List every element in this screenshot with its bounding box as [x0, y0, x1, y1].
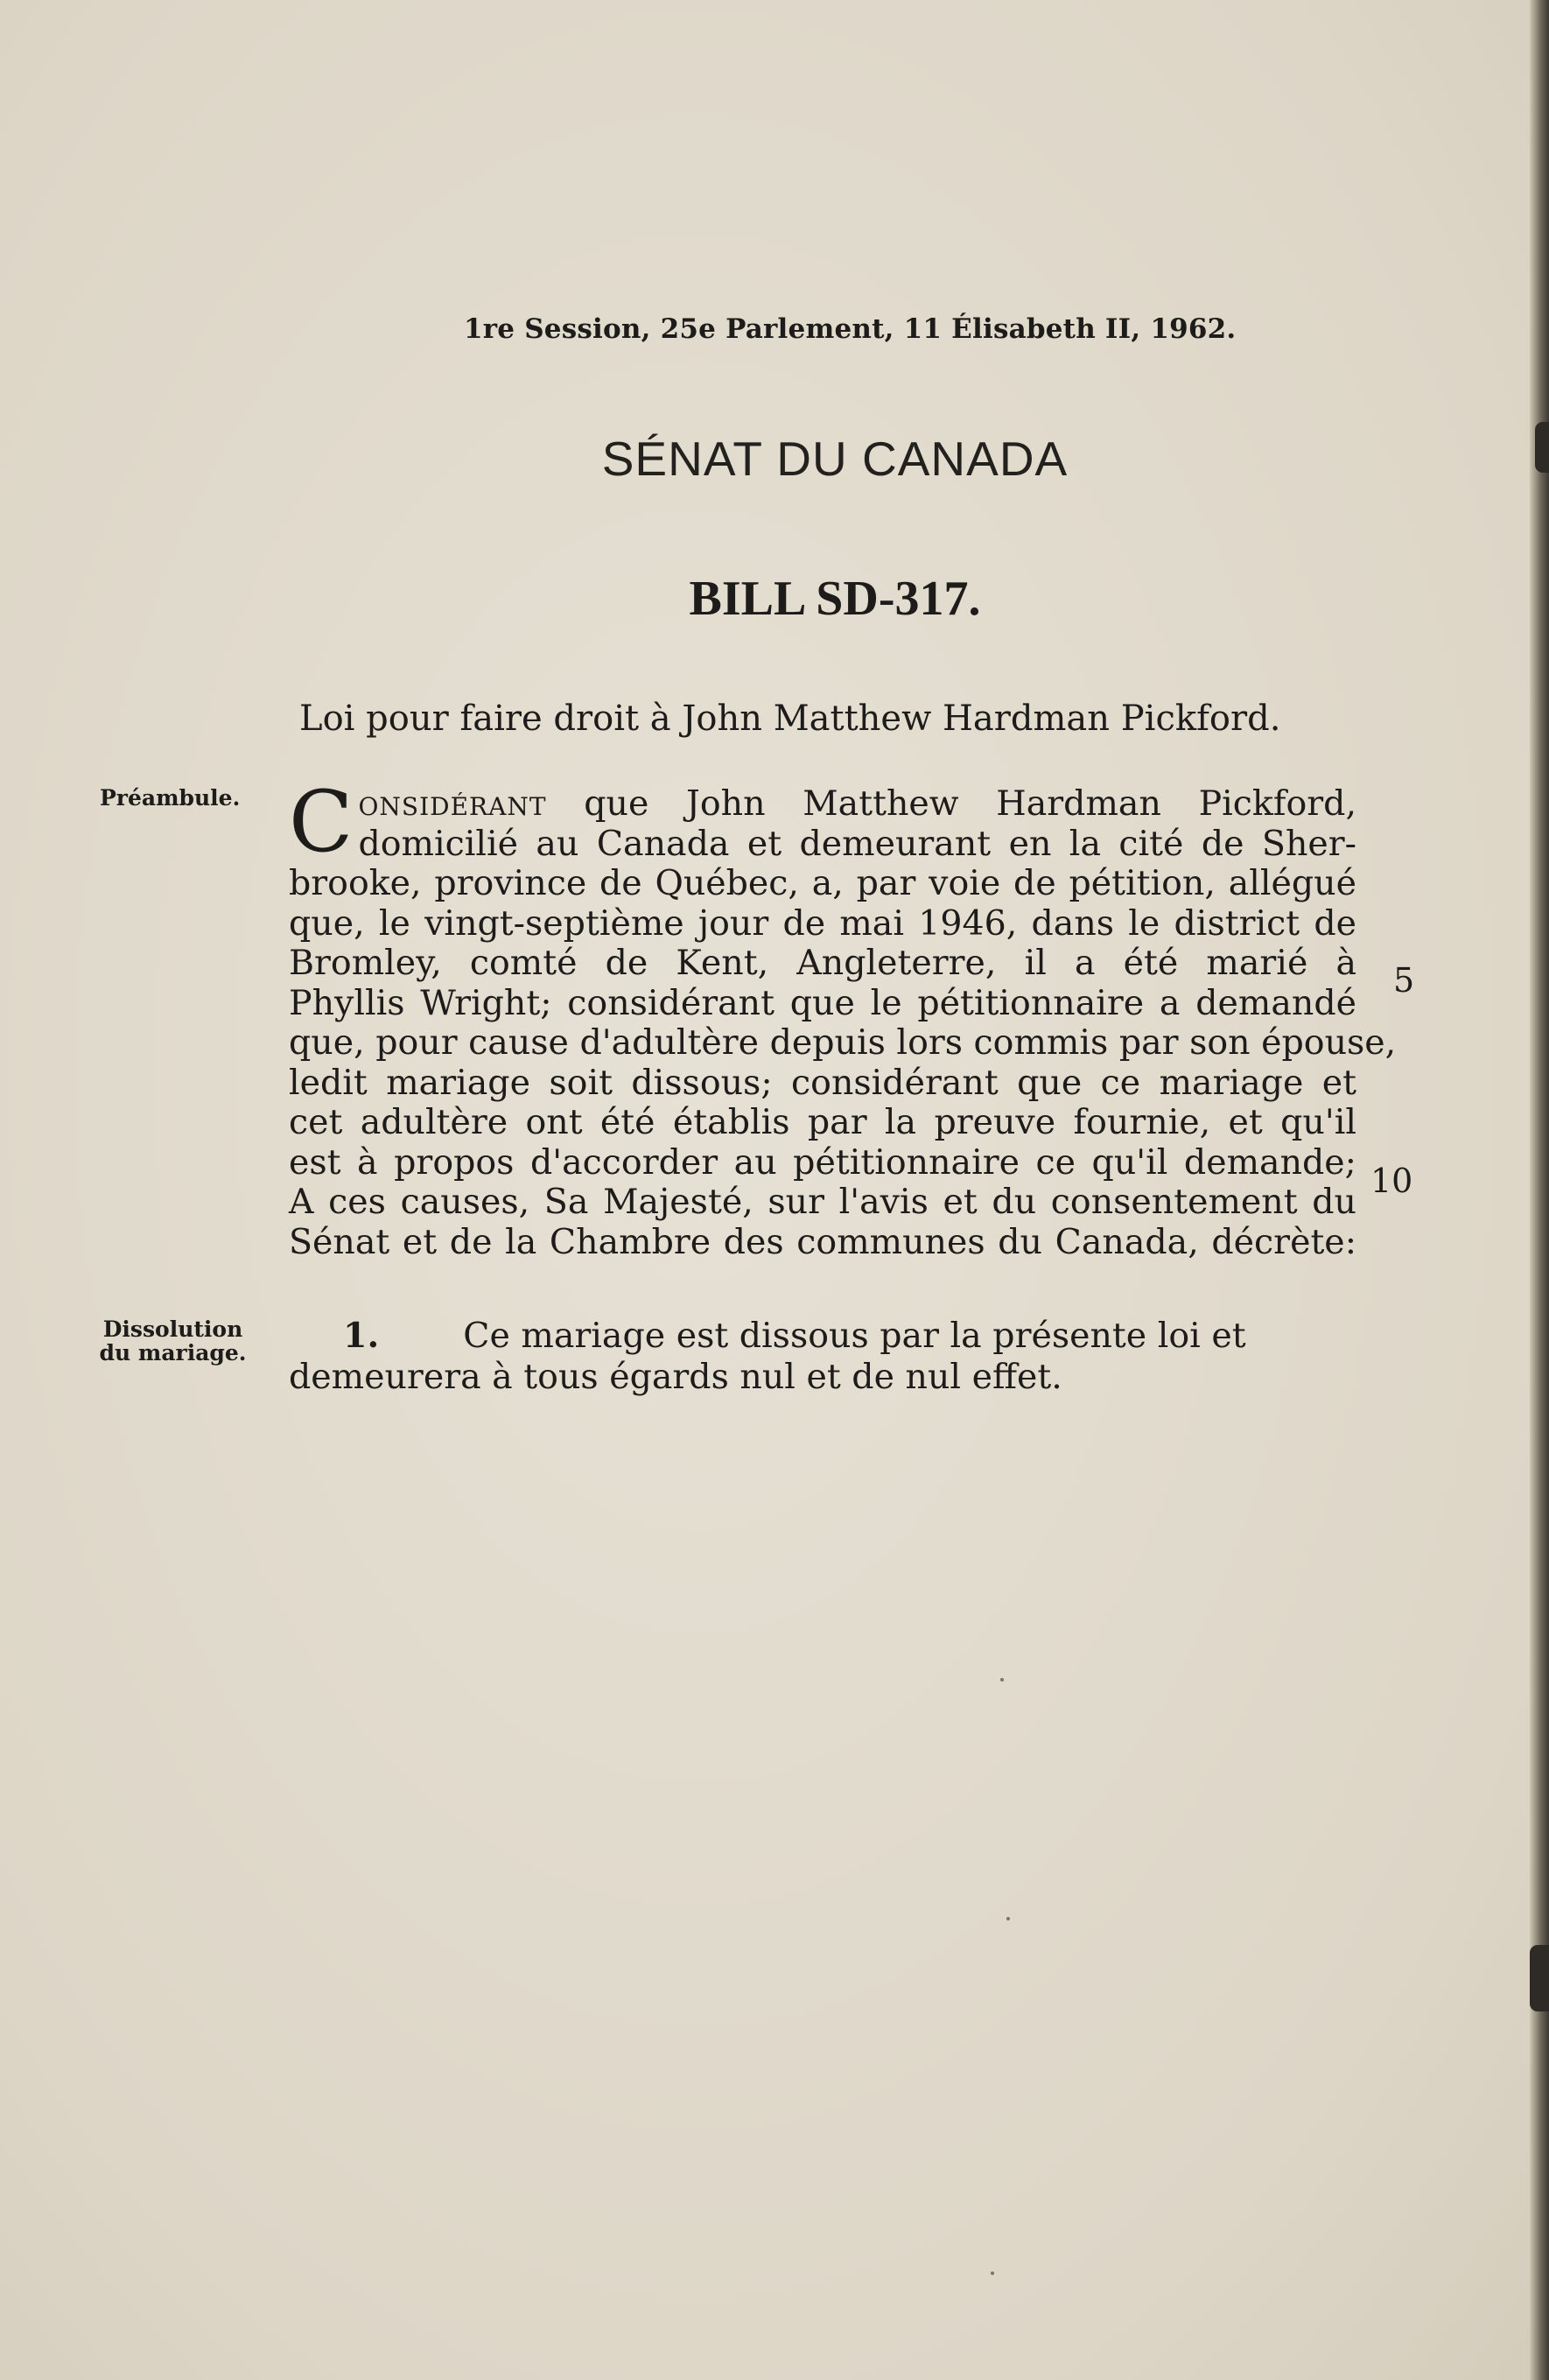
binding-edge [1530, 0, 1549, 2380]
preamble-line: Phyllis Wright; considérant que le pétitionnaire a demandé [289, 982, 1356, 1023]
paper-speck [1006, 1917, 1010, 1920]
section-number: 1. [343, 1316, 380, 1356]
preamble-line-text: que John Matthew Hardman Pickford, [546, 783, 1356, 824]
preamble-line: ledit mariage soit dissous; considérant que ce mariage et [289, 1062, 1356, 1103]
section-1 [289, 1316, 1356, 1398]
margin-note-dissolution [96, 1317, 249, 1365]
house-title: SÉNAT DU CANADA [601, 432, 1069, 486]
line-number-5: 5 [1393, 961, 1415, 1000]
act-title: Loi pour faire droit à John Matthew Hardman Pickford. [299, 699, 1281, 739]
preamble-line: A ces causes, Sa Majesté, sur l'avis et du consentement du [289, 1182, 1356, 1222]
preamble-line: que, le vingt-septième jour de mai 1946, dans le district de [289, 902, 1356, 944]
preamble-line: que, pour cause d'adultère depuis lors commis par son épouse, [289, 1022, 1397, 1063]
bill-number: BILL SD-317. [689, 572, 981, 626]
section-line: demeurera à tous égards nul et de nul effet. [289, 1357, 1062, 1397]
preamble-line: cet adultère ont été établis par la preuve fournie, et qu'il [289, 1102, 1356, 1142]
preamble-line: est à propos d'accorder au pétitionnaire ce qu'il demande; [289, 1141, 1356, 1183]
margin-note-line: Dissolution [102, 1316, 243, 1342]
preamble-line: Sénat et de la Chambre des communes du Canada, décrète: [289, 1221, 1356, 1262]
binding-hole-bottom [1530, 1945, 1549, 2011]
session-header: 1re Session, 25e Parlement, 11 Élisabeth II, 1962. [464, 313, 1237, 345]
drop-cap: C [289, 773, 354, 871]
preamble-line: brooke, province de Québec, a, par voie de pétition, allégué [289, 863, 1356, 903]
preamble-line: domicilié au Canada et demeurant en la cité de Sher- [358, 823, 1356, 864]
preamble-line: Bromley, comté de Kent, Angleterre, il a été marié à [289, 943, 1356, 983]
paper-speck [991, 2271, 994, 2275]
margin-note-preamble: Préambule. [100, 785, 241, 811]
preamble-first-word: onsidérant [358, 783, 547, 824]
margin-note-line: du mariage. [99, 1340, 247, 1366]
section-line [289, 1316, 1356, 1357]
line-number-10: 10 [1370, 1162, 1413, 1200]
paper-speck [1000, 1678, 1004, 1681]
section-line-text: Ce mariage est dissous par la présente loi et [463, 1316, 1246, 1356]
preamble-line [289, 784, 1356, 825]
